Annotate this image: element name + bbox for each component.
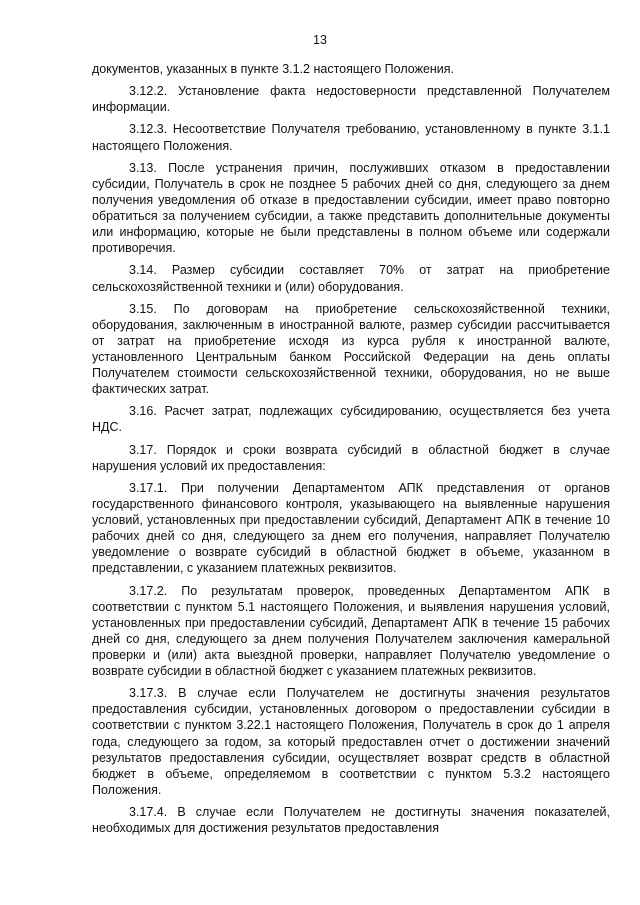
paragraph-3-17: 3.17. Порядок и сроки возврата субсидий в областной бюджет в случае нарушения условий их предоставления: <box>92 442 610 473</box>
paragraph-3-17-2: 3.17.2. По результатам проверок, проведенных Департаментом АПК в соответствии с пунктом 5.1 настоящего Положения, и выявления нарушения условий, установленных при предоставлении субсидий, Департамент АПК в течение 15 рабочих дней со дня, следующего за днем получения Получателем заключения камеральной проверки и (или) акта выездной проверки, направляет Получателю уведомление о возврате субсидии в областной бюджет с указанием платежных реквизитов. <box>92 583 610 679</box>
document-body <box>92 61 610 842</box>
paragraph-3-14: 3.14. Размер субсидии составляет 70% от затрат на приобретение сельскохозяйственной техники и (или) оборудования. <box>92 263 610 294</box>
paragraph-3-17-1: 3.17.1. При получении Департаментом АПК представления от органов государственного финансового контроля, указывающего на выявленные нарушения условий, установленных при предоставлении субсидий, Департамент АПК в течение 10 рабочих дней со дня, следующего за днем его получения, направляет Получателю уведомление о возврате субсидий в областной бюджет в объеме, указанном в представлении, с указанием платежных реквизитов. <box>92 480 610 576</box>
paragraph-3-17-4: 3.17.4. В случае если Получателем не достигнуты значения показателей, необходимых для достижения результатов предоставления <box>92 804 610 836</box>
paragraph-3-12-2: 3.12.2. Установление факта недостоверности представленной Получателем информации. <box>92 84 610 115</box>
paragraph-3-15: 3.15. По договорам на приобретение сельскохозяйственной техники, оборудования, заключенным в иностранной валюте, размер субсидии рассчитывается от затрат на приобретение исходя из курса рубля к иностранной валюте, установленного Центральным банком Российской Федерации на день оплаты Получателем стоимости сельскохозяйственной техники, оборудования, но не выше фактических затрат. <box>92 301 610 397</box>
paragraph-3-17-3: 3.17.3. В случае если Получателем не достигнуты значения результатов предоставления субсидии, установленных договором о предоставлении субсидии в соответствии с пунктом 3.22.1 настоящего Положения, Получатель в срок до 1 апреля года, следующего за годом, за который предоставлен отчет о достижении значений результатов предоставления субсидии, осуществляет возврат средств в областной бюджет в объеме, определяемом в соответствии с пунктом 5.3.2 настоящего Положения. <box>92 686 610 797</box>
paragraph-continuation: документов, указанных в пункте 3.1.2 настоящего Положения. <box>92 62 455 76</box>
paragraph-3-13: 3.13. После устранения причин, послуживших отказом в предоставлении субсидии, Получатель в срок не позднее 5 рабочих дней со дня, следующего за днем получения уведомления об отказе в предоставлении субсидии, имеет право повторно обратиться за получением субсидии, а также представить дополнительные документы или информацию, которые не были представлены в полном объеме или содержали противоречия. <box>92 160 610 256</box>
page-number: 13 <box>313 33 327 47</box>
paragraph-3-12-3: 3.12.3. Несоответствие Получателя требованию, установленному в пункте 3.1.1 настоящего Положения. <box>92 122 610 153</box>
paragraph-3-16: 3.16. Расчет затрат, подлежащих субсидированию, осуществляется без учета НДС. <box>92 404 610 435</box>
